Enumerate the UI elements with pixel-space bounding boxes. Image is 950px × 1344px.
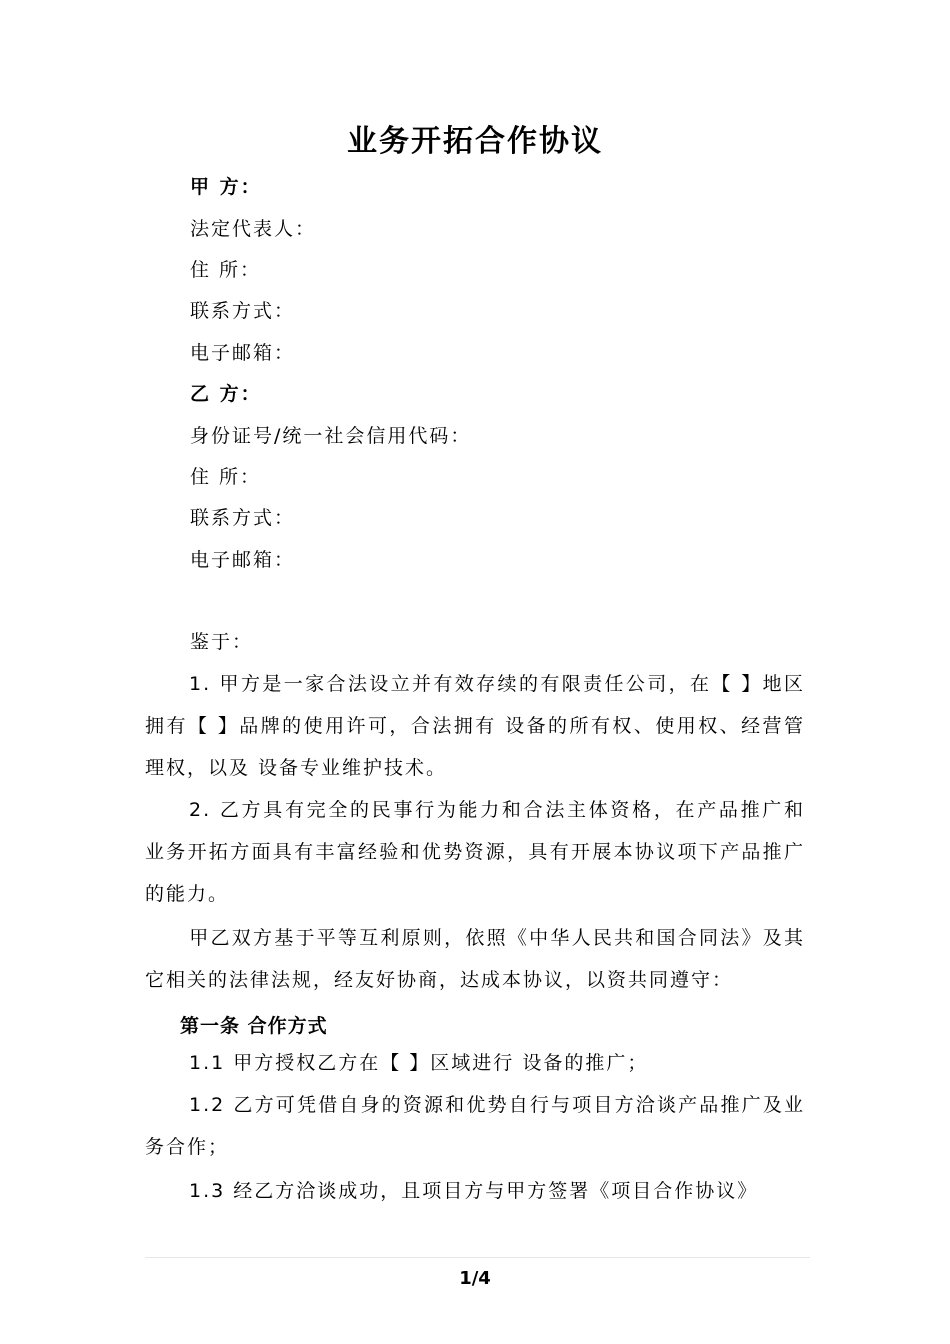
clause-1-3 (145, 1170, 805, 1212)
party-a-label: 甲 方： (190, 176, 262, 198)
clause-1-2-text: 1.2 乙方可凭借自身的资源和优势自行与项目方洽谈产品推广及业务合作； (145, 1094, 805, 1158)
agreement-basis (145, 917, 805, 1001)
party-b-email-label: 电子邮箱： (190, 549, 296, 571)
whereas-label: 鉴于： (190, 631, 254, 653)
party-b-id-label: 身份证号/统一社会信用代码： (190, 425, 472, 447)
clause-1-1 (145, 1042, 805, 1084)
party-a-representative-label: 法定代表人： (190, 218, 317, 240)
whereas-item-2 (145, 789, 805, 915)
clause-1-2 (145, 1084, 805, 1168)
party-a-contact-label: 联系方式： (190, 300, 296, 322)
party-a-email-label: 电子邮箱： (190, 342, 296, 364)
agreement-basis-text: 甲乙双方基于平等互利原则，依照《中华人民共和国合同法》及其它相关的法律法规，经友好协商，达成本协议，以资共同遵守： (145, 927, 805, 991)
page-number: 1/4 (459, 1268, 491, 1289)
whereas-item-2-text: 2. 乙方具有完全的民事行为能力和合法主体资格，在产品推广和业务开拓方面具有丰富经验和优势资源，具有开展本协议项下产品推广的能力。 (145, 799, 805, 905)
footer-divider (145, 1257, 810, 1258)
clause-1-1-text: 1.1 甲方授权乙方在【 】区域进行 设备的推广； (189, 1052, 649, 1074)
document-title: 业务开拓合作协议 (347, 124, 603, 159)
party-b-label: 乙 方： (190, 383, 262, 405)
party-b-contact-label: 联系方式： (190, 507, 296, 529)
article-1-heading: 第一条 合作方式 (180, 1015, 328, 1037)
party-b-address-label: 住 所： (190, 466, 262, 488)
party-a-address-label: 住 所： (190, 259, 262, 281)
whereas-item-1-text: 1. 甲方是一家合法设立并有效存续的有限责任公司，在【 】地区拥有【 】品牌的使用许可，合法拥有 设备的所有权、使用权、经营管理权，以及 设备专业维护技术。 (145, 673, 805, 779)
clause-1-3-text: 1.3 经乙方洽谈成功，且项目方与甲方签署《项目合作协议》 (189, 1180, 759, 1202)
whereas-item-1 (145, 663, 805, 789)
